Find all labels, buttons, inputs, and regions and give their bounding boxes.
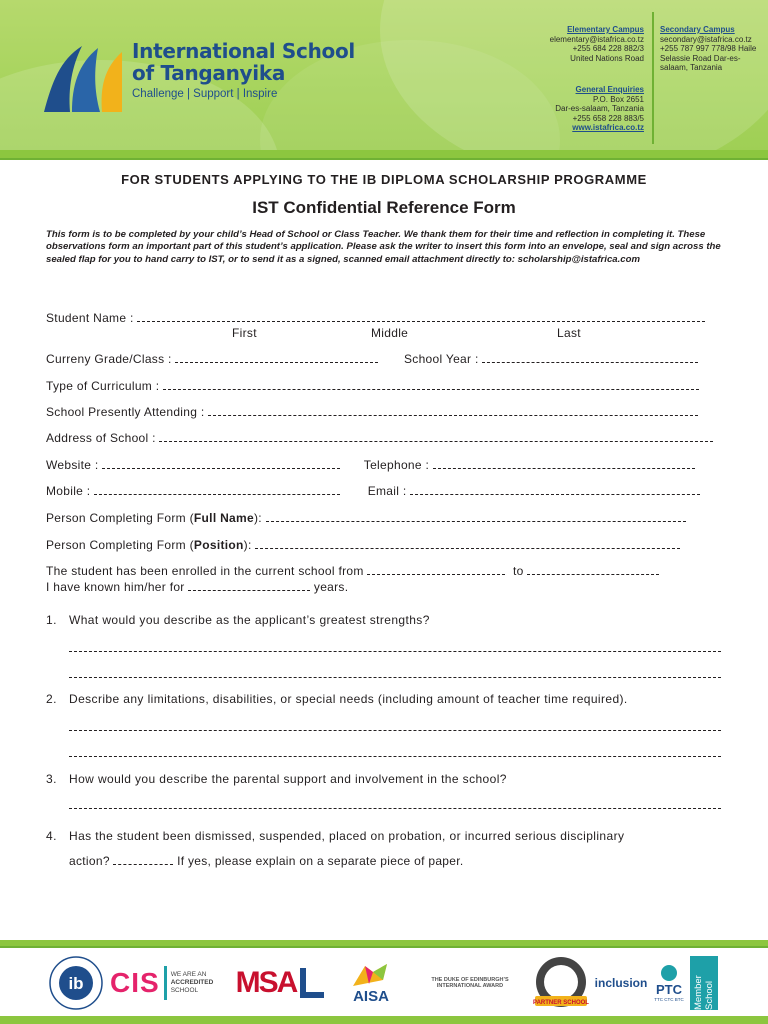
inclusion-logo: inclusion: [594, 976, 648, 990]
question-4-continuation: action? If yes, please explain on a separate piece of paper.: [69, 854, 464, 868]
address-row: Address of School :: [46, 431, 713, 445]
ib-world-school-logo: [48, 956, 104, 1010]
school-name: International School of Tanganyika: [132, 39, 355, 85]
answer-line[interactable]: [69, 808, 721, 809]
svg-text:ib: ib: [68, 974, 84, 993]
ptc-logo: PTC TTC CTC BTC: [652, 956, 686, 1010]
last-name-label: Last: [557, 326, 581, 340]
answer-line[interactable]: [69, 651, 721, 652]
first-name-label: First: [232, 326, 257, 340]
school-tagline: Challenge | Support | Inspire: [132, 88, 278, 100]
person-name-field[interactable]: [266, 511, 686, 522]
header-band: [0, 150, 768, 158]
member-school-badge: Member School: [690, 956, 718, 1010]
person-name-row: Person Completing Form (Full Name):: [46, 511, 686, 525]
enrolled-row: The student has been enrolled in the current school from to: [46, 564, 659, 578]
mobile-field[interactable]: [94, 484, 340, 495]
student-name-field[interactable]: [137, 311, 705, 322]
msa-logo: MSA: [234, 956, 326, 1010]
website-link[interactable]: www.istafrica.co.tz: [572, 123, 644, 132]
form-subtitle: FOR STUDENTS APPLYING TO THE IB DIPLOMA SCHOLARSHIP PROGRAMME: [121, 172, 647, 187]
school-year-field[interactable]: [482, 352, 698, 363]
aisa-logo: AISA: [330, 956, 412, 1010]
email-field[interactable]: [410, 484, 700, 495]
child-protection-partner-school-logo: [532, 956, 590, 1010]
telephone-field[interactable]: [433, 458, 695, 469]
website-row: Website : Telephone :: [46, 458, 695, 472]
elementary-campus-contact: Elementary Campus elementary@istafrica.co.tz +255 684 228 882/3 United Nations Road: [549, 25, 644, 63]
svg-text:PARTNER SCHOOL: PARTNER SCHOOL: [533, 1000, 589, 1006]
cis-accredited-logo: CIS WE ARE AN ACCREDITED SCHOOL: [110, 967, 214, 998]
address-field[interactable]: [159, 431, 713, 442]
school-attending-field[interactable]: [208, 405, 698, 416]
answer-line[interactable]: [69, 677, 721, 678]
disciplinary-answer-field[interactable]: [113, 854, 173, 865]
grade-field[interactable]: [175, 352, 378, 363]
duke-of-edinburgh-award-logo: THE DUKE OF EDINBURGH’S INTERNATIONAL AWARD: [431, 977, 509, 989]
answer-line[interactable]: [69, 756, 721, 757]
header-rule: [0, 158, 768, 160]
mobile-row: Mobile : Email :: [46, 484, 700, 498]
form-title: IST Confidential Reference Form: [252, 198, 516, 217]
letterhead-banner: [0, 0, 768, 150]
school-attending-row: School Presently Attending :: [46, 405, 698, 419]
curriculum-row: Type of Curriculum :: [46, 379, 699, 393]
secondary-campus-contact: Secondary Campus secondary@istafrica.co.tz +255 787 997 778/98 Haile Selassie Road Dar-es- salaam, Tanzania: [660, 25, 757, 72]
enrolled-from-field[interactable]: [367, 564, 505, 575]
student-name-row: Student Name :: [46, 311, 705, 325]
middle-name-label: Middle: [371, 326, 409, 340]
general-enquiries-contact: General Enquiries P.O. Box 2651 Dar-es-salaam, Tanzania +255 658 228 883/5 www.istafrica.co.tz: [555, 85, 644, 132]
person-position-row: Person Completing Form (Position):: [46, 538, 680, 552]
known-row: I have known him/her for years.: [46, 580, 349, 594]
person-position-field[interactable]: [255, 538, 680, 549]
contact-divider: [652, 12, 654, 144]
footer-rule: [0, 946, 768, 948]
answer-line[interactable]: [69, 730, 721, 731]
curriculum-field[interactable]: [163, 379, 699, 390]
enrolled-to-field[interactable]: [527, 564, 659, 575]
footer-bottom-band: [0, 1016, 768, 1024]
grade-row: Curreny Grade/Class : School Year :: [46, 352, 698, 366]
website-field[interactable]: [102, 458, 340, 469]
form-instructions: This form is to be completed by your child’s Head of School or Class Teacher. We thank them for their time and reflection in completing it. These observations form an important part of this student’s application. Please ask the writer to insert this form into an envelope, seal and sign across the sealed flap for you to hand carry to IST, or to send it as a signed, scanned email attachment directly to: scholarship@istafrica.com: [46, 229, 721, 265]
known-duration-field[interactable]: [188, 580, 310, 591]
school-logo-icon: [42, 42, 124, 114]
